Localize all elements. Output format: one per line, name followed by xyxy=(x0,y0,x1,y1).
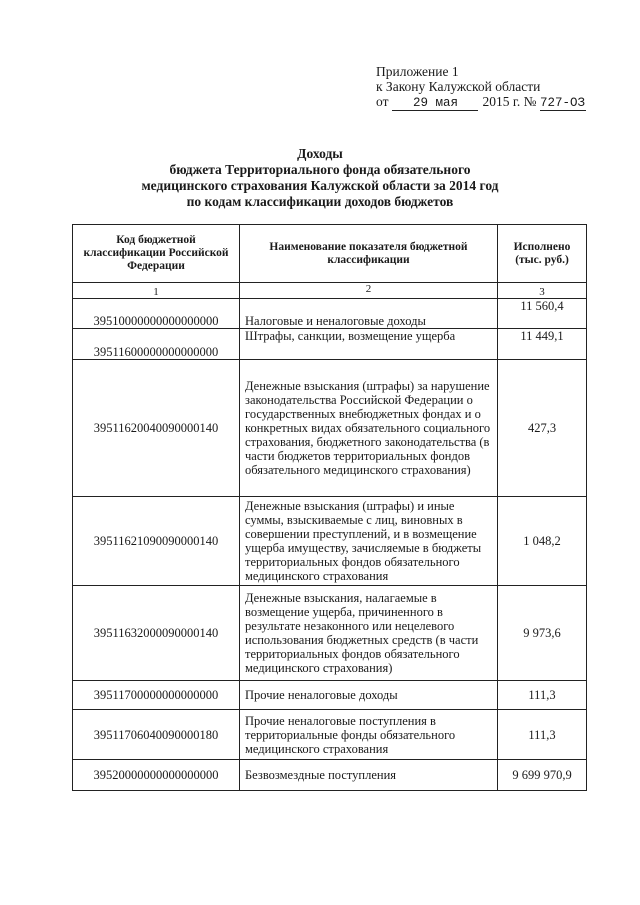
revenue-table xyxy=(72,224,587,791)
row-name: Прочие неналоговые доходы xyxy=(240,681,498,710)
table-row xyxy=(73,329,587,360)
row-code: 39511632000090000140 xyxy=(73,586,240,681)
law-number: 727-ОЗ xyxy=(540,96,586,110)
row-name: Налоговые и неналоговые доходы xyxy=(240,299,498,329)
document-title xyxy=(120,146,520,210)
row-code: 39511600000000000000 xyxy=(73,329,240,360)
appendix-line-3 xyxy=(376,94,606,111)
row-code: 39511621090090000140 xyxy=(73,497,240,586)
table-row xyxy=(73,586,587,681)
column-number: 3 xyxy=(498,283,587,299)
row-value: 9 699 970,9 xyxy=(498,760,587,791)
table-row xyxy=(73,299,587,329)
header-code: Код бюджетной классификации Российской Федерации xyxy=(73,225,240,283)
table-header-row xyxy=(73,225,587,283)
appendix-prefix: от xyxy=(376,94,389,109)
column-number: 2 xyxy=(240,283,498,299)
column-number-row xyxy=(73,283,587,299)
title-line-2: бюджета Территориального фонда обязательного xyxy=(169,162,471,177)
row-name: Денежные взыскания, налагаемые в возмещение ущерба, причиненного в результате незаконного или нецелевого использования бюджетных средств (в части территориальных фондов обязательного медицинского страхования) xyxy=(240,586,498,681)
row-name: Штрафы, санкции, возмещение ущерба xyxy=(240,329,498,360)
title-line-3: медицинского страхования Калужской области за 2014 год xyxy=(141,178,499,193)
table-row xyxy=(73,710,587,760)
appendix-line-2: к Закону Калужской области xyxy=(376,79,541,94)
row-code: 39511706040090000180 xyxy=(73,710,240,760)
title-line-4: по кодам классификации доходов бюджетов xyxy=(186,194,454,209)
row-value: 427,3 xyxy=(498,360,587,497)
header-value: Исполнено (тыс. руб.) xyxy=(498,225,587,283)
row-name: Прочие неналоговые поступления в территориальные фонды обязательного медицинского страхования xyxy=(240,710,498,760)
appendix-block xyxy=(376,64,606,111)
row-code: 39511700000000000000 xyxy=(73,681,240,710)
row-value: 1 048,2 xyxy=(498,497,587,586)
row-value: 11 449,1 xyxy=(498,329,587,360)
law-date: 29 мая xyxy=(392,97,478,111)
row-value: 11 560,4 xyxy=(498,299,587,329)
table-row xyxy=(73,760,587,791)
row-code: 39510000000000000000 xyxy=(73,299,240,329)
table-row xyxy=(73,360,587,497)
row-value: 111,3 xyxy=(498,710,587,760)
row-name: Безвозмездные поступления xyxy=(240,760,498,791)
header-name: Наименование показателя бюджетной классификации xyxy=(240,225,498,283)
table-row xyxy=(73,681,587,710)
title-line-1: Доходы xyxy=(297,146,343,161)
row-code: 39511620040090000140 xyxy=(73,360,240,497)
appendix-year: 2015 г. № xyxy=(482,94,537,109)
column-number: 1 xyxy=(73,283,240,299)
table-row xyxy=(73,497,587,586)
row-value: 9 973,6 xyxy=(498,586,587,681)
appendix-line-1: Приложение 1 xyxy=(376,64,459,79)
row-name: Денежные взыскания (штрафы) и иные суммы, взыскиваемые с лиц, виновных в совершении преступлений, и в возмещение ущерба имуществу, зачисляемые в бюджеты территориальных фондов обязательного медицинского страхования xyxy=(240,497,498,586)
row-name: Денежные взыскания (штрафы) за нарушение законодательства Российской Федерации о государственных внебюджетных фондах и о конкретных видах обязательного социального страхования, бюджетного законодательства (в части бюджетов территориальных фондов обязательного медицинского страхования) xyxy=(240,360,498,497)
row-code: 39520000000000000000 xyxy=(73,760,240,791)
row-value: 111,3 xyxy=(498,681,587,710)
